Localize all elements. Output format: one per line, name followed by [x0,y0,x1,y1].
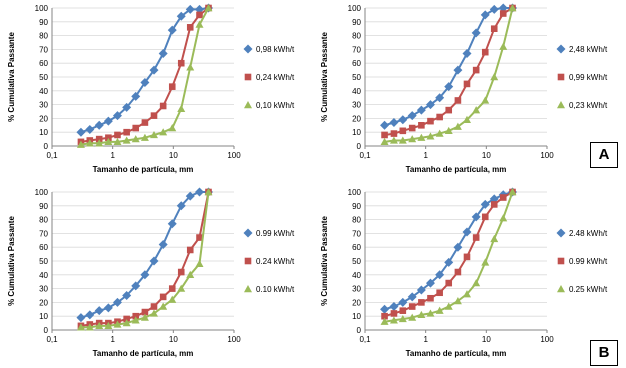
square-marker [178,60,185,67]
square-marker [464,254,471,261]
y-tick-label: 10 [39,312,48,322]
y-tick-label: 90 [352,201,361,211]
x-tick-label: 1 [110,335,115,344]
x-axis-title: Tamanho de partícula, mm [405,165,507,174]
diamond-marker [195,188,204,197]
diamond-marker [104,303,113,312]
y-tick-label: 20 [39,114,48,124]
y-tick-label: 0 [43,326,48,335]
square-marker [196,12,203,19]
x-tick-label: 100 [540,151,554,160]
square-marker [160,103,167,110]
legend-triangle-icon [557,285,565,292]
y-tick-label: 20 [352,298,361,308]
legend-entry-label: 0.10 kWh/t [256,285,295,294]
square-marker [391,310,398,317]
legend-entry-label: 0,98 kWh/t [256,45,295,54]
y-tick-label: 0 [356,326,361,335]
y-tick-label: 30 [39,284,48,294]
y-tick-label: 40 [352,86,361,96]
chart-panel-top-left [0,0,313,184]
square-marker [418,122,425,129]
y-tick-label: 10 [352,312,361,322]
legend-triangle-icon [244,101,252,108]
x-tick-label: 1 [423,335,428,344]
legend-entry-label: 0,99 kWh/t [569,73,608,82]
y-tick-label: 40 [352,270,361,280]
y-tick-label: 30 [39,100,48,110]
square-marker [491,25,498,32]
square-marker [500,194,507,201]
square-marker [132,125,139,132]
y-tick-label: 50 [352,73,361,82]
square-marker [123,129,130,136]
legend-entry-label: 0.99 kWh/t [569,257,608,266]
legend-triangle-icon [557,101,565,108]
y-tick-label: 80 [39,215,48,225]
diamond-marker [453,243,462,252]
square-marker [169,83,176,90]
diamond-marker [417,106,426,115]
triangle-marker [445,303,453,310]
legend-entry-label: 2,48 kWh/t [569,45,608,54]
series-line-2 [385,192,513,316]
y-tick-label: 50 [39,257,48,266]
diamond-marker [380,305,389,314]
x-tick-label: 0,1 [359,151,371,160]
diamond-marker [168,219,177,228]
legend-triangle-icon [244,285,252,292]
square-marker [142,119,149,126]
y-axis-title: % Cumulativa Passante [7,216,16,306]
diamond-marker [85,310,94,319]
square-marker [473,67,480,74]
chart-panel-top-right [313,0,626,184]
y-axis-title: % Cumulativa Passante [7,32,16,122]
y-tick-label: 90 [39,17,48,27]
square-marker [455,269,462,276]
y-tick-label: 50 [39,73,48,82]
square-marker [160,294,167,301]
square-marker [436,289,443,296]
square-marker [151,112,158,119]
triangle-marker [472,279,480,286]
square-marker [491,201,498,208]
diamond-marker [398,115,407,124]
square-marker [187,247,194,254]
y-tick-label: 60 [39,59,48,69]
square-marker [400,128,407,135]
y-tick-label: 100 [347,4,361,13]
x-axis-title: Tamanho de partícula, mm [92,165,194,174]
series-line-3 [81,192,209,327]
x-tick-label: 100 [227,335,241,344]
diamond-marker [481,10,490,19]
square-marker [427,295,434,302]
x-tick-label: 0,1 [359,335,371,344]
diamond-marker [159,49,168,58]
y-tick-label: 40 [39,270,48,280]
y-tick-label: 100 [34,188,48,197]
y-tick-label: 70 [39,45,48,55]
legend-entry-label: 2.48 kWh/t [569,229,608,238]
legend-square-icon [558,258,565,265]
y-tick-label: 100 [347,188,361,197]
y-tick-label: 0 [356,142,361,151]
square-marker [482,214,489,221]
y-tick-label: 90 [352,17,361,27]
y-tick-label: 0 [43,142,48,151]
y-axis-title: % Cumulativa Passante [320,32,329,122]
x-axis-title: Tamanho de partícula, mm [405,349,507,358]
x-tick-label: 0,1 [46,335,58,344]
square-marker [445,107,452,114]
y-tick-label: 80 [39,31,48,41]
x-tick-label: 10 [481,335,491,344]
square-marker [436,114,443,121]
legend-diamond-icon [557,45,566,54]
series-line-1 [81,192,209,318]
square-marker [169,285,176,292]
square-marker [455,97,462,104]
y-tick-label: 40 [39,86,48,96]
square-marker [114,132,121,139]
triangle-marker [481,96,489,103]
y-tick-label: 60 [352,59,361,69]
diamond-marker [95,121,104,130]
diamond-marker [95,306,104,315]
y-tick-label: 70 [352,229,361,239]
square-marker [151,303,158,310]
legend-entry-label: 0.99 kWh/t [256,229,295,238]
y-tick-label: 30 [352,284,361,294]
square-marker [473,234,480,241]
y-tick-label: 20 [39,298,48,308]
legend-entry-label: 0.24 kWh/t [256,257,295,266]
y-tick-label: 10 [39,128,48,138]
chart-panel-bottom-right [313,184,626,368]
series-line-2 [81,192,209,326]
legend-square-icon [245,74,252,81]
diamond-marker [76,128,85,137]
square-marker [418,299,425,306]
x-axis-title: Tamanho de partícula, mm [92,349,194,358]
diamond-marker [76,313,85,322]
x-tick-label: 1 [423,151,428,160]
x-tick-label: 100 [227,151,241,160]
square-marker [178,269,185,276]
y-tick-label: 100 [34,4,48,13]
triangle-marker [177,105,185,112]
x-tick-label: 100 [540,335,554,344]
square-marker [482,49,489,56]
triangle-marker [186,63,194,70]
y-tick-label: 60 [39,243,48,253]
x-tick-label: 10 [168,151,178,160]
triangle-marker [499,214,507,221]
diamond-marker [398,298,407,307]
panel-label-b: B [590,340,618,366]
triangle-marker [490,235,498,242]
legend-square-icon [245,258,252,265]
square-marker [381,132,388,139]
y-tick-label: 90 [39,201,48,211]
y-axis-title: % Cumulativa Passante [320,216,329,306]
diamond-marker [462,228,471,237]
diamond-marker [453,66,462,75]
square-marker [400,307,407,314]
legend-diamond-icon [244,45,253,54]
legend-entry-label: 0.25 kWh/t [569,285,608,294]
x-tick-label: 1 [110,151,115,160]
x-tick-label: 10 [168,335,178,344]
y-tick-label: 80 [352,31,361,41]
x-tick-label: 10 [481,151,491,160]
y-tick-label: 80 [352,215,361,225]
square-marker [445,280,452,287]
y-tick-label: 10 [352,128,361,138]
y-tick-label: 60 [352,243,361,253]
y-tick-label: 70 [39,229,48,239]
legend-square-icon [558,74,565,81]
chart-panel-bottom-left [0,184,313,368]
y-tick-label: 30 [352,100,361,110]
square-marker [464,81,471,88]
diamond-marker [380,121,389,130]
legend-entry-label: 0,10 kWh/t [256,101,295,110]
triangle-marker [168,124,176,131]
y-tick-label: 50 [352,257,361,266]
diamond-marker [462,49,471,58]
x-tick-label: 0,1 [46,151,58,160]
square-marker [187,24,194,31]
square-marker [391,130,398,137]
square-marker [427,118,434,125]
legend-entry-label: 0,23 kWh/t [569,101,608,110]
y-tick-label: 20 [352,114,361,124]
square-marker [409,303,416,310]
diamond-marker [389,302,398,311]
diamond-marker [490,5,499,14]
diamond-marker [389,118,398,127]
legend-diamond-icon [557,229,566,238]
square-marker [409,125,416,132]
y-tick-label: 70 [352,45,361,55]
panel-label-a: A [590,142,618,168]
triangle-marker [481,258,489,265]
legend-entry-label: 0,24 kWh/t [256,73,295,82]
triangle-marker [499,43,507,50]
series-line-1 [385,192,513,309]
legend-diamond-icon [244,229,253,238]
square-marker [500,10,507,17]
